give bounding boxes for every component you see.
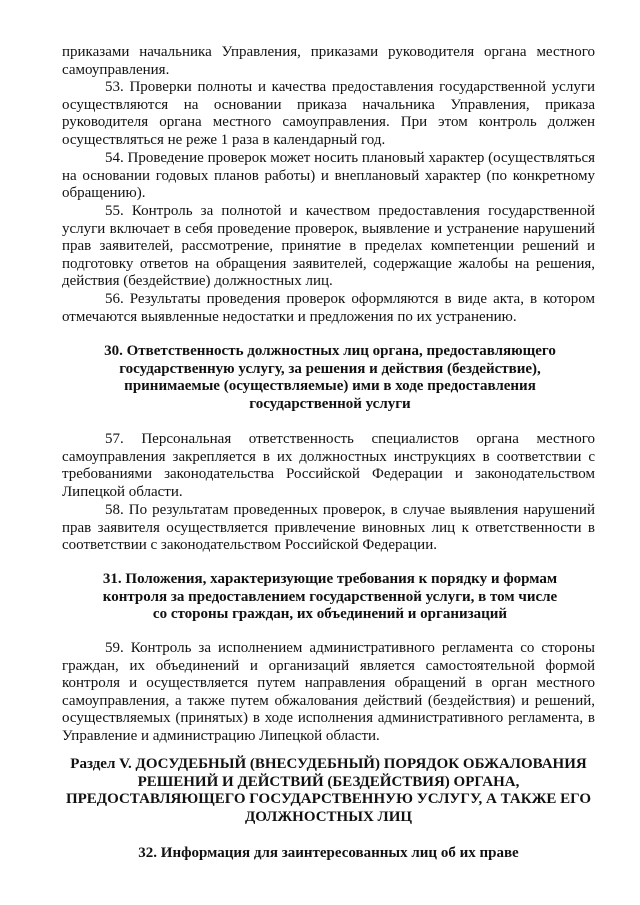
heading-30: 30. Ответственность должностных лиц органа, предоставляющего государственную услугу, за решения и действия (бездействие), принимаемые (осуществляемые) ими в ходе предоставления государственной услуги: [104, 343, 556, 412]
paragraph-58: 58. По результатам проведенных проверок, в случае выявления нарушений прав заявителя осуществляется привлечение виновных лиц к ответственности в соответствии с законодательством Российской Федерации.: [62, 502, 595, 554]
paragraph-59: 59. Контроль за исполнением административного регламента со стороны граждан, их объединений и организаций является самостоятельной формой контроля и осуществляется путем направления обращений в орган местного самоуправления, а также путем обжалования действий (бездействия) и решений, осуществляемых (принятых) в ходе исполнения административного регламента, в Управление и администрацию Липецкой области.: [62, 640, 595, 744]
heading-31: 31. Положения, характеризующие требования к порядку и формам контроля за предоставлением государственной услуги, в том числе со стороны граждан, их объединений и организаций: [102, 571, 558, 623]
paragraph-57: 57. Персональная ответственность специалистов органа местного самоуправления закрепляется в их должностных инструкциях в соответствии с требованиями законодательства Российской Федерации и законодательством Липецкой области.: [62, 431, 595, 500]
paragraph-55: 55. Контроль за полнотой и качеством предоставления государственной услуги включает в себя проведение проверок, выявление и устранение нарушений прав заявителей, рассмотрение, принятие в пределах компетенции решений и подготовку ответов на обращения заявителей, содержащие жалобы на решения, действия (бездействие) должностных лиц.: [62, 203, 595, 290]
paragraph-continuation: приказами начальника Управления, приказами руководителя органа местного самоуправления.: [62, 44, 595, 78]
heading-32: 32. Информация для заинтересованных лиц об их праве: [138, 845, 519, 861]
section-5-heading: Раздел V. ДОСУДЕБНЫЙ (ВНЕСУДЕБНЫЙ) ПОРЯДОК ОБЖАЛОВАНИЯ РЕШЕНИЙ И ДЕЙСТВИЙ (БЕЗДЕЙСТВИЯ) ОРГАНА, ПРЕДОСТАВЛЯЮЩЕГО ГОСУДАРСТВЕННУЮ УСЛУГУ, А ТАКЖЕ ЕГО ДОЛЖНОСТНЫХ ЛИЦ: [65, 756, 592, 825]
paragraph-56: 56. Результаты проведения проверок оформляются в виде акта, в котором отмечаются выявленные недостатки и предложения по их устранению.: [62, 291, 595, 325]
paragraph-53: 53. Проверки полноты и качества предоставления государственной услуги осуществляются на основании приказа начальника Управления, приказа руководителя органа местного самоуправления. При этом контроль должен осуществляться не реже 1 раза в календарный год.: [62, 79, 595, 148]
paragraph-54: 54. Проведение проверок может носить плановый характер (осуществляться на основании годовых планов работы) и внеплановый характер (по конкретному обращению).: [62, 150, 595, 202]
